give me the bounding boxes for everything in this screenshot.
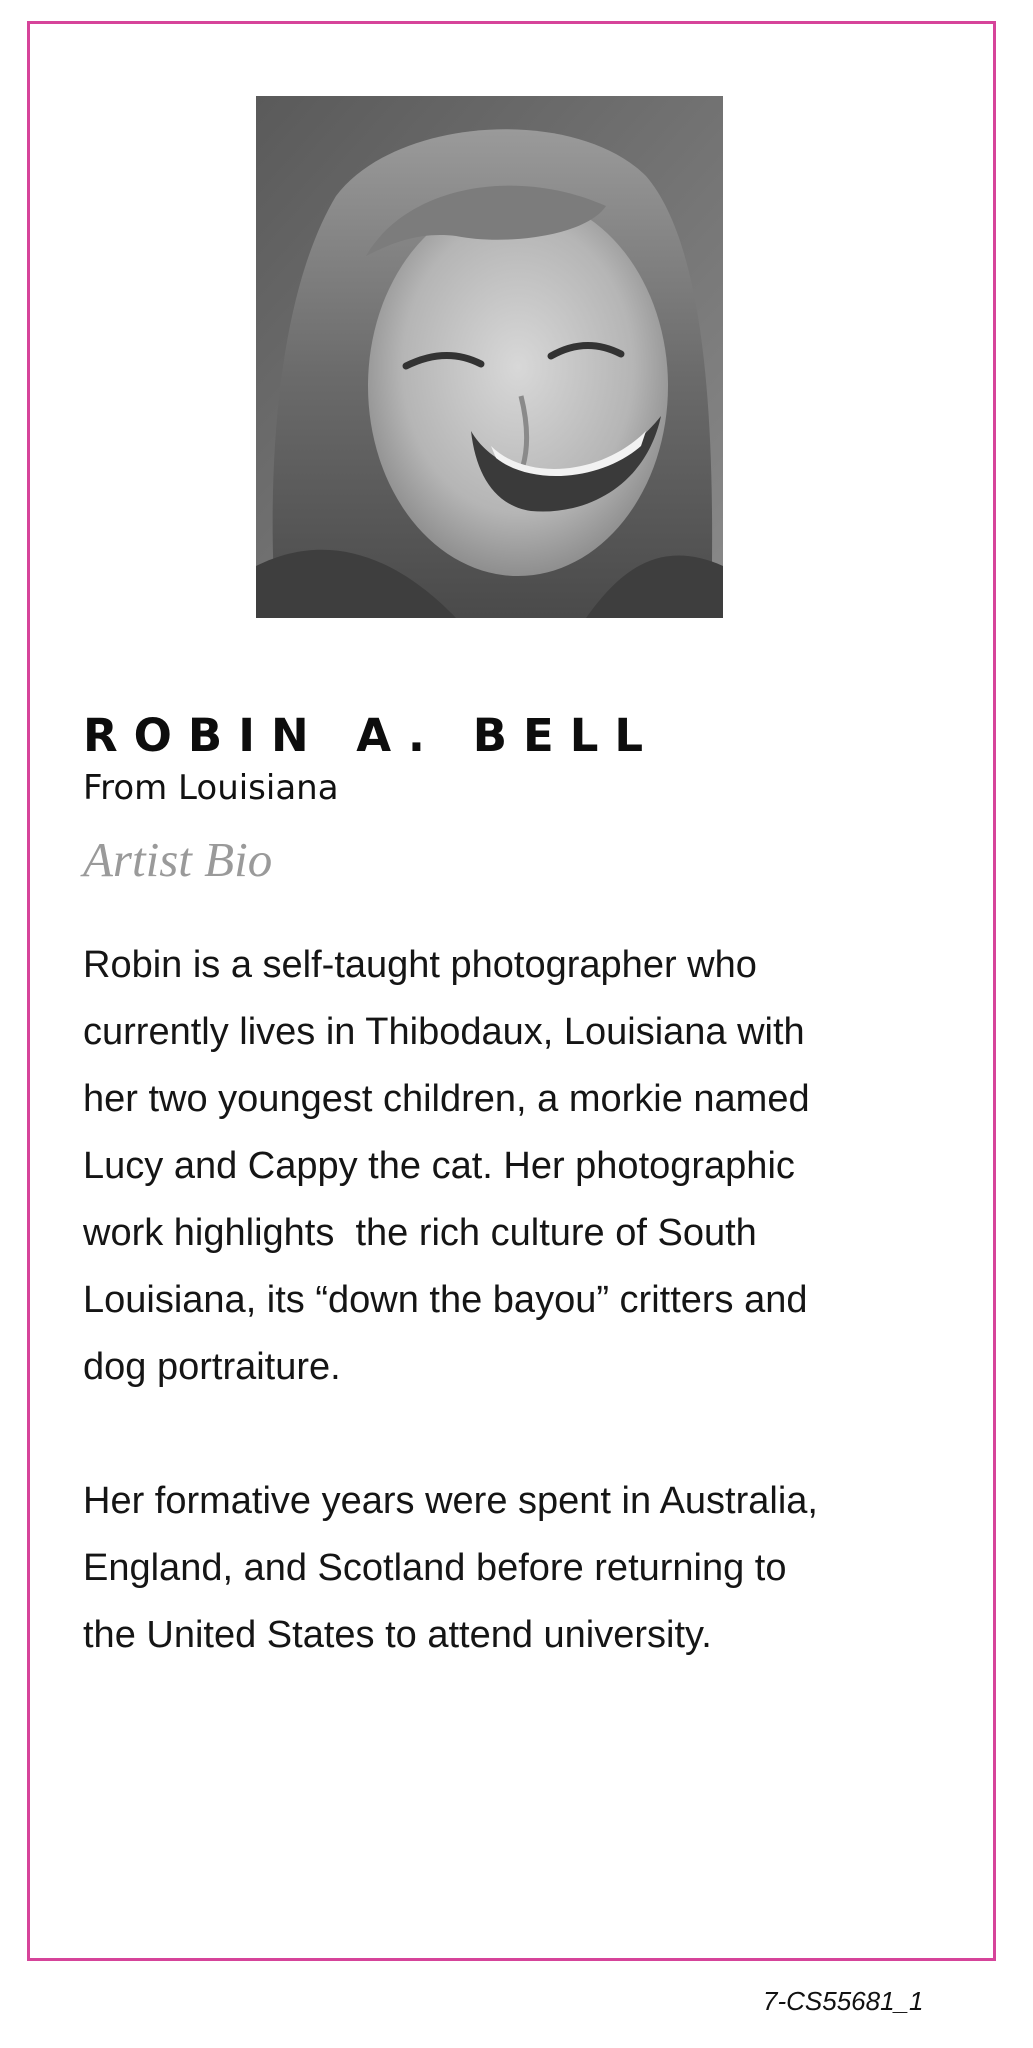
artist-portrait-photo	[256, 96, 723, 618]
bio-line: Robin is a self-taught photographer who	[83, 944, 757, 986]
bio-line: Her formative years were spent in Australia,	[83, 1480, 818, 1522]
bio-line: the United States to attend university.	[83, 1614, 712, 1656]
artist-origin: From Louisiana	[83, 768, 339, 808]
bio-paragraph-2	[83, 1468, 903, 1669]
bio-line: currently lives in Thibodaux, Louisiana with	[83, 1011, 805, 1053]
bio-line: England, and Scotland before returning to	[83, 1547, 787, 1589]
bio-line: her two youngest children, a morkie named	[83, 1078, 810, 1120]
artist-bio	[83, 932, 903, 1669]
portrait-photo-icon	[256, 96, 723, 618]
artist-name: ROBIN A. BELL	[83, 709, 660, 762]
artist-bio-heading: Artist Bio	[83, 832, 273, 887]
product-code: 7-CS55681_1	[763, 1986, 924, 2016]
bio-line: Louisiana, its “down the bayou” critters and	[83, 1279, 808, 1321]
bio-paragraph-1	[83, 932, 903, 1401]
bio-line: Lucy and Cappy the cat. Her photographic	[83, 1145, 795, 1187]
bio-line: dog portraiture.	[83, 1346, 341, 1388]
bio-line: work highlights the rich culture of South	[83, 1212, 757, 1254]
